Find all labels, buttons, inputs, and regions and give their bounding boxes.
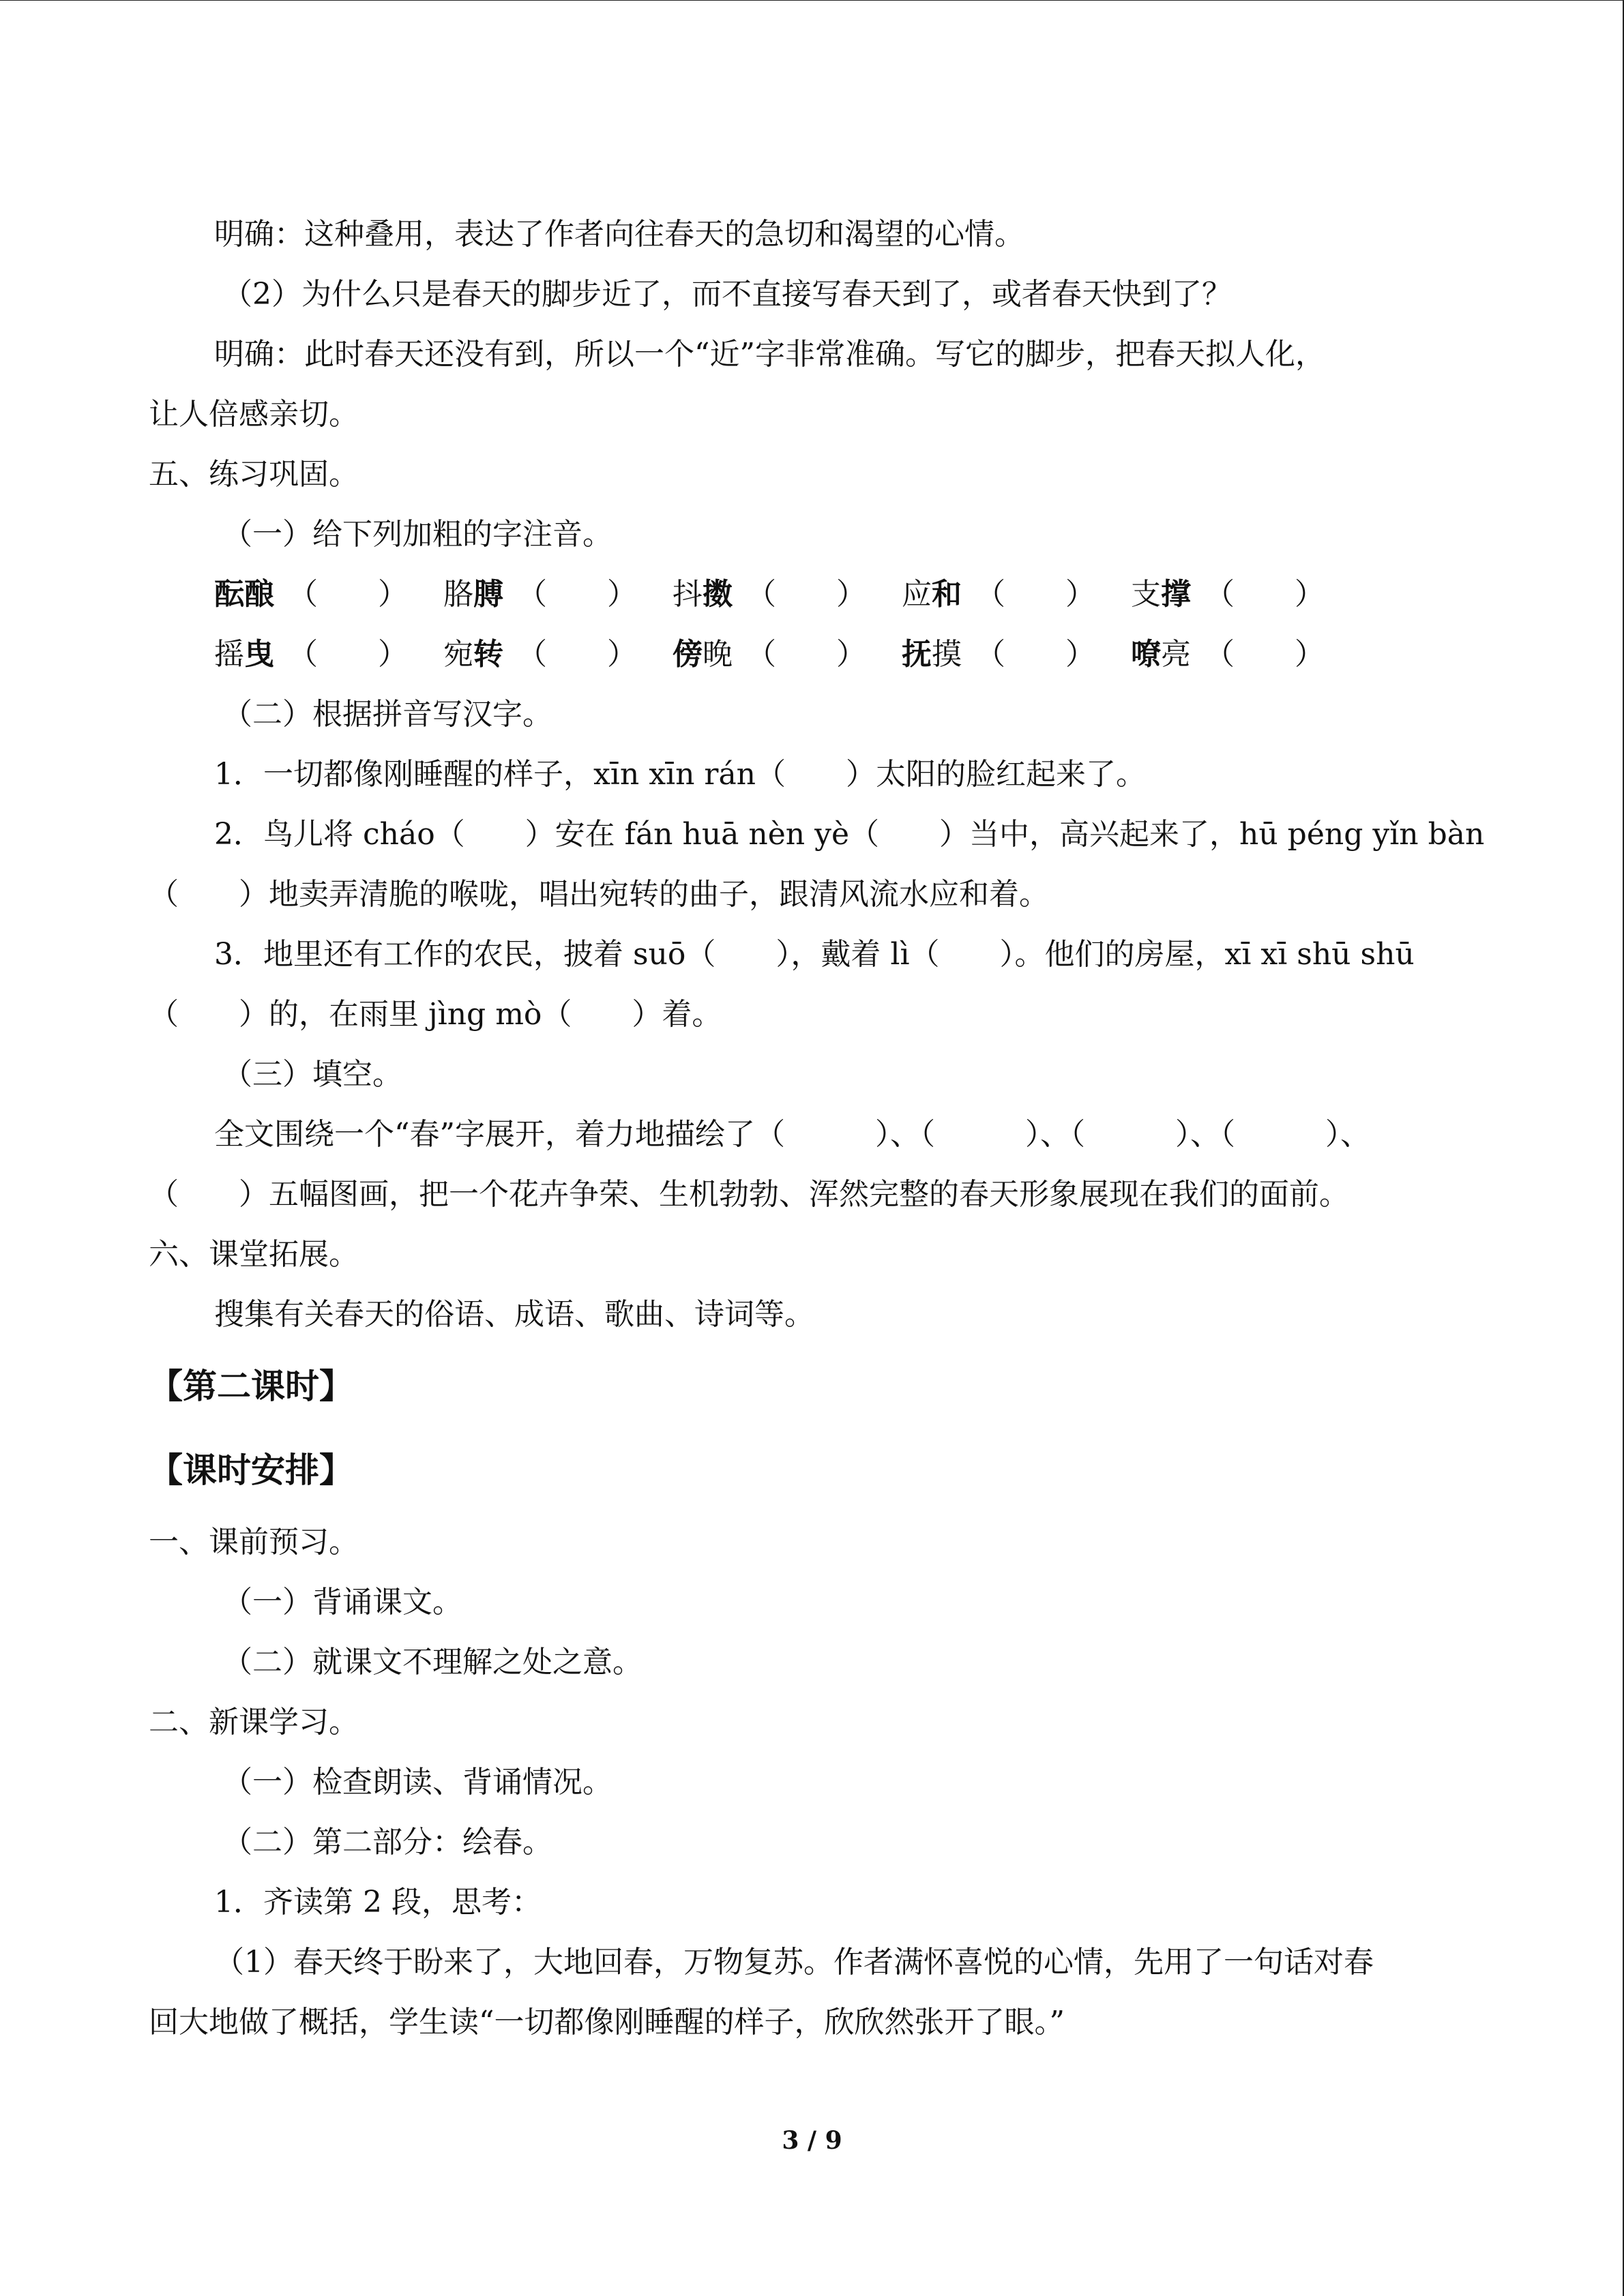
text-line: 明确：此时春天还没有到，所以一个“近”字非常准确。写它的脚步，把春天拟人化， xyxy=(214,337,1325,372)
text-line: （1）春天终于盼来了，大地回春，万物复苏。作者满怀喜悦的心情，先用了一句话对春 xyxy=(214,1945,1374,1980)
pinyin-item: 酝酿 （ ） xyxy=(214,577,408,612)
pinyin-item: 抚摸 （ ） xyxy=(902,637,1095,672)
section-heading: 五、练习巩固。 xyxy=(149,457,359,492)
lesson-heading: 【课时安排】 xyxy=(149,1450,353,1490)
text-line: （ ）五幅图画，把一个花卉争荣、生机勃勃、浑然完整的春天形象展现在我们的面前。 xyxy=(149,1177,1349,1212)
section-heading: 一、课前预习。 xyxy=(149,1525,359,1560)
text-line: 明确：这种叠用，表达了作者向往春天的急切和渴望的心情。 xyxy=(214,217,1024,252)
text-line: 2．鸟儿将 cháo（ ）安在 fán huā nèn yè（ ）当中，高兴起来了，hū péng yǐn bàn xyxy=(214,817,1485,852)
page-top-border xyxy=(0,0,1623,1)
section-heading: 六、课堂拓展。 xyxy=(149,1237,359,1272)
text-line: （三）填空。 xyxy=(222,1057,402,1092)
text-line: （一）给下列加粗的字注音。 xyxy=(222,517,612,552)
text-line: （二）根据拼音写汉字。 xyxy=(222,697,552,732)
text-line: 回大地做了概括，学生读“一切都像刚睡醒的样子，欣欣然张开了眼。” xyxy=(149,2005,1065,2040)
pinyin-item: 傍晚 （ ） xyxy=(673,637,866,672)
text-line: 搜集有关春天的俗语、成语、歌曲、诗词等。 xyxy=(214,1297,814,1332)
page-number: 3 / 9 xyxy=(782,2126,842,2155)
pinyin-item: 宛转 （ ） xyxy=(443,637,637,672)
pinyin-item: 支撑 （ ） xyxy=(1131,577,1325,612)
lesson-heading: 【第二课时】 xyxy=(149,1367,353,1406)
section-heading: 二、新课学习。 xyxy=(149,1705,359,1740)
pinyin-item: 应和 （ ） xyxy=(902,577,1095,612)
text-line: （ ）地卖弄清脆的喉咙，唱出宛转的曲子，跟清风流水应和着。 xyxy=(149,877,1049,912)
document-body xyxy=(149,205,1485,2053)
text-line: 3．地里还有工作的农民，披着 suō（ ），戴着 lì（ ）。他们的房屋，xī xī shū shū xyxy=(214,937,1415,972)
text-line: （一）检查朗读、背诵情况。 xyxy=(222,1765,612,1800)
text-line: （一）背诵课文。 xyxy=(222,1585,462,1620)
pinyin-item: 摇曳 （ ） xyxy=(214,637,408,672)
pinyin-item: 抖擞 （ ） xyxy=(673,577,866,612)
pinyin-item: 嘹亮 （ ） xyxy=(1131,637,1325,672)
text-line: （二）就课文不理解之处之意。 xyxy=(222,1645,643,1680)
pinyin-item: 胳膊 （ ） xyxy=(443,577,637,612)
pinyin-exercise-row-1 xyxy=(149,565,1479,625)
text-line: 让人倍感亲切。 xyxy=(149,397,359,432)
text-line: 全文围绕一个“春”字展开，着力地描绘了（ ）、（ ）、（ ）、（ ）、 xyxy=(214,1117,1370,1152)
text-line: （ ）的，在雨里 jìng mò（ ）着。 xyxy=(149,997,722,1032)
text-line: 1．齐读第 2 段，思考： xyxy=(214,1885,542,1920)
pinyin-exercise-row-2 xyxy=(149,625,1479,685)
text-line: （2）为什么只是春天的脚步近了，而不直接写春天到了，或者春天快到了？ xyxy=(222,277,1232,312)
text-line: （二）第二部分：绘春。 xyxy=(222,1825,552,1860)
text-line: 1．一切都像刚睡醒的样子，xīn xīn rán（ ）太阳的脸红起来了。 xyxy=(214,757,1147,792)
